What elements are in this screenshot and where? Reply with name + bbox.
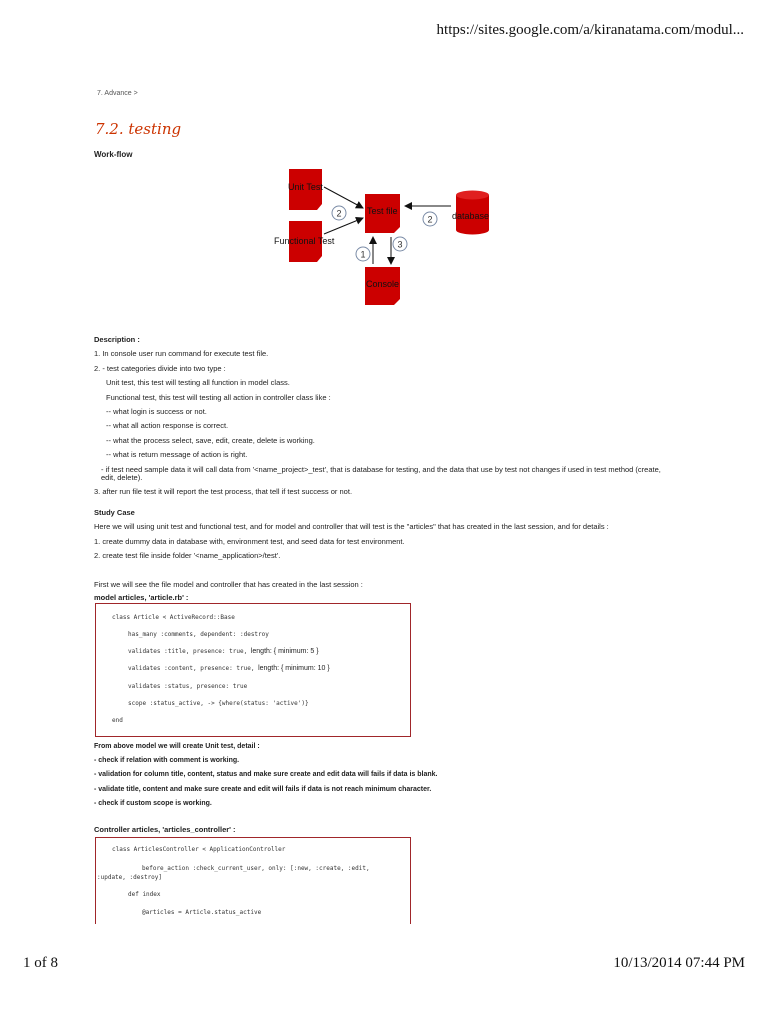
svg-text:1: 1 [360,249,366,260]
step-circle-file [393,237,407,251]
model-label: model articles, 'article.rb' : [94,593,189,603]
database-label: database [452,211,490,221]
code-line: validates :title, presence: true, length: { minimum: 5 } [128,648,319,655]
workflow-diagram [93,164,673,314]
unit-test-label: Unit Test [288,182,323,192]
unit-note: - validate title, content and make sure create and edit will fails if data is not reach minimum character. [94,785,432,793]
step-circle-unit [332,206,346,220]
page-number: 1 of 8 [23,955,58,971]
test-file-node [365,194,400,233]
code-line: validates :content, presence: true, length: { minimum: 10 } [128,665,330,672]
page-title: 7.2. testing [95,120,182,138]
functional-test-label: Functional Test [274,236,335,246]
bullet-line: -- what all action response is correct. [106,421,229,431]
model-code-block [95,603,411,737]
functional-test-line: Functional test, this test will testing all action in controller class like : [106,392,331,402]
bullet-line: -- what the process select, save, edit, create, delete is working. [106,435,315,445]
bullet-line: -- what login is success or not. [106,407,207,417]
first-see-line: First we will see the file model and controller that has created in the last session : [94,579,363,589]
code-line: before_action :check_current_user, only: [:new, :create, :edit, [142,865,370,872]
study-case-intro: Here we will using unit test and functional test, and for model and controller that will test is the "articles" that has created in the last session, and for details : [94,522,609,532]
print-header-url: https://sites.google.com/a/kiranatama.com/modul... [436,22,744,38]
controller-code-block [95,837,411,924]
unit-test-node [288,169,323,210]
unit-note: - check if custom scope is working. [94,799,212,807]
code-line: @articles = Article.status_active [142,909,262,916]
workflow-label: Work-flow [94,150,133,159]
description-section [94,333,669,499]
unit-notes-heading: From above model we will create Unit test, detail : [94,743,260,750]
code-line: scope :status_active, -> {where(status: 'active')} [128,700,309,707]
unit-note: - validation for column title, content, status and make sure create and edit data will fails if data is blank. [94,771,438,779]
code-line: validates :status, presence: true [128,683,248,690]
console-label: Console [366,279,400,289]
svg-text:2: 2 [427,214,433,225]
description-heading: Description : [94,335,140,344]
unit-note: - check if relation with comment is working. [94,757,240,765]
controller-label: Controller articles, 'articles_controller' : [94,825,236,834]
code-line: def index [128,891,161,898]
study-case-heading: Study Case [94,508,135,517]
unit-test-notes [94,740,669,811]
print-timestamp: 10/13/2014 07:44 PM [613,955,745,971]
test-file-label: Test file [367,206,398,216]
breadcrumb[interactable]: 7. Advance > [97,90,138,97]
study-case-section [94,506,669,605]
description-item-1: 1. In console user run command for execute test file. [94,349,269,359]
step-circle-console [356,247,370,261]
study-case-step-1: 1. create dummy data in database with, environment test, and seed data for test environment. [94,536,405,546]
study-case-step-2: 2. create test file inside folder '<name_application>/test'. [94,551,281,561]
code-line: has_many :comments, dependent: :destroy [128,631,269,638]
code-line: :update, :destroy] [97,874,163,881]
arrow-functional-to-file [324,218,363,234]
database-node [452,191,489,235]
functional-test-node [274,221,335,262]
bullet-line: -- what is return message of action is right. [106,450,248,460]
description-item-2: 2. - test categories divide into two type : [94,363,226,373]
code-line: end [112,717,123,724]
unit-test-line: Unit test, this test will testing all function in model class. [106,378,290,388]
step-circle-db [423,212,437,226]
svg-text:3: 3 [397,239,403,250]
sample-data-line: - if test need sample data it will call data from '<name_project>_test', that is database for testing, and the data that use by test not changes if used in test method (create, edit, delete). [101,464,661,482]
description-item-3: 3. after run file test it will report the test process, that tell if test success or not. [94,486,353,496]
console-node [365,267,400,305]
svg-text:2: 2 [336,208,342,219]
arrow-unit-to-file [324,187,363,208]
code-line: class Article < ActiveRecord::Base [112,614,235,621]
code-line: class ArticlesController < ApplicationController [112,846,286,853]
